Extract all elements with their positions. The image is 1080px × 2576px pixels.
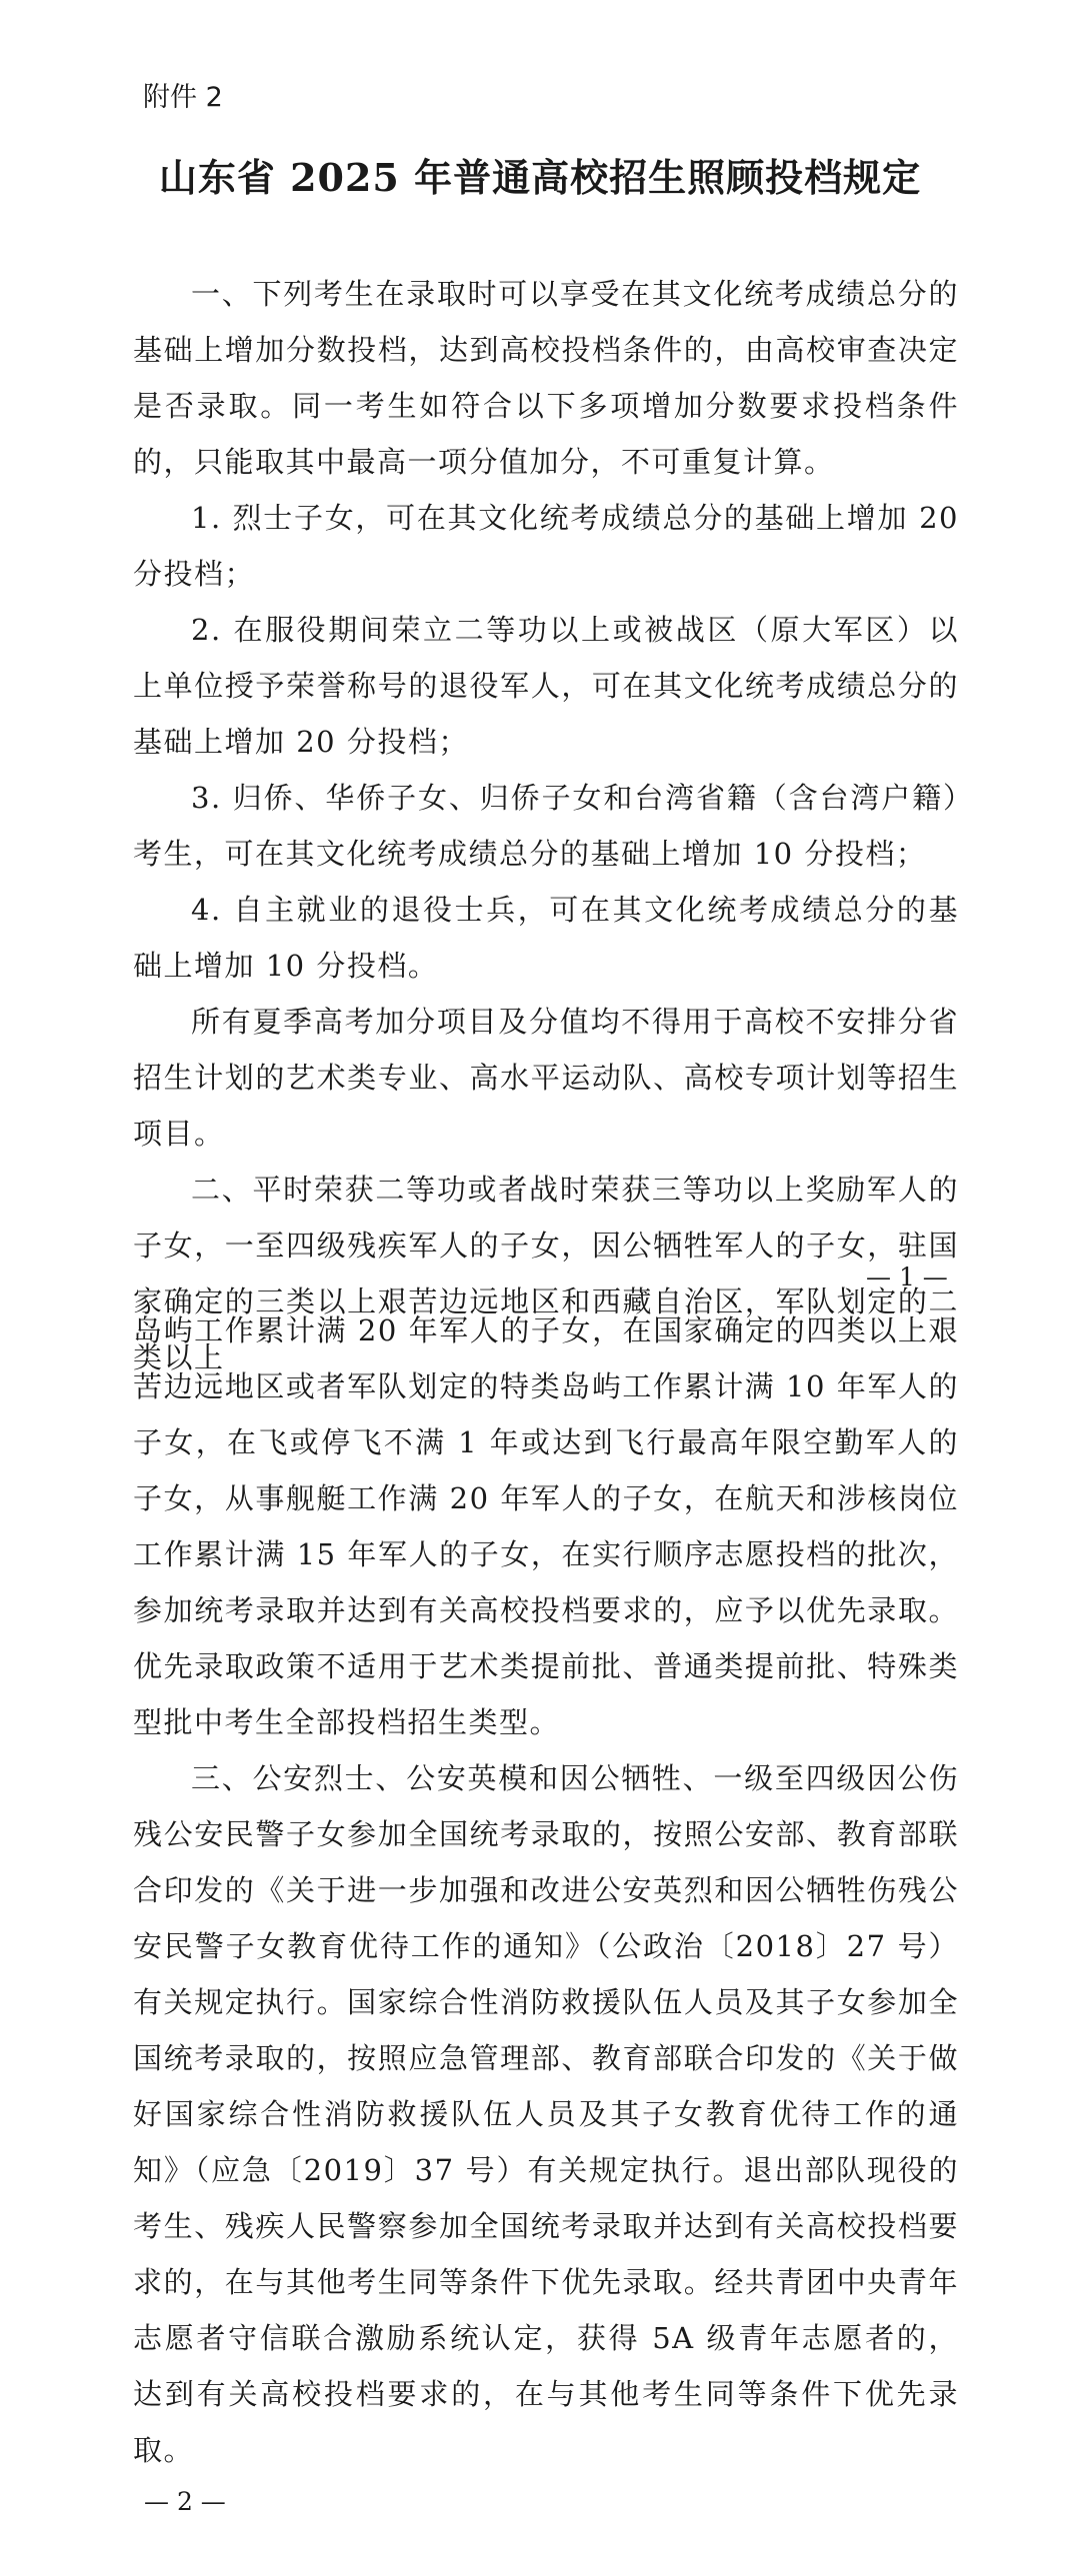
paragraph-section-1-intro: 一、下列考生在录取时可以享受在其文化统考成绩总分的基础上增加分数投档，达到高校投档条件的，由高校审查决定是否录取。同一考生如符合以下多项增加分数要求投档条件的，只能取其中最高一项分值加分，不可重复计算。: [133, 277, 959, 479]
paragraph-section-2-start: 二、平时荣获二等功或者战时荣获三等功以上奖励军人的子女，一至四级残疾军人的子女，因公牺牲军人的子女，驻国家确定的三类以上艰苦边远地区和西藏自治区，军队划定的二类以上: [133, 1173, 959, 1374]
paragraph-item-2: 2. 在服役期间荣立二等功以上或被战区（原大军区）以上单位授予荣誉称号的退役军人，可在其文化统考成绩总分的基础上增加 20 分投档；: [133, 613, 959, 759]
page-number-2: — 2 —: [144, 2487, 226, 2516]
page-2-body: [133, 1302, 959, 2478]
paragraph-note: 所有夏季高考加分项目及分值均不得用于高校不安排分省招生计划的艺术类专业、高水平运动队、高校专项计划等招生项目。: [133, 1005, 959, 1151]
document-title: 山东省 2025 年普通高校招生照顾投档规定: [158, 155, 922, 200]
page-1-body: [133, 266, 959, 1385]
paragraph-item-1: 1. 烈士子女，可在其文化统考成绩总分的基础上增加 20 分投档；: [133, 501, 959, 591]
page-number-1: — 1 —: [866, 1263, 948, 1291]
attachment-label: 附件 2: [143, 82, 223, 113]
paragraph-section-2-continued: 岛屿工作累计满 20 年军人的子女，在国家确定的四类以上艰苦边远地区或者军队划定的特类岛屿工作累计满 10 年军人的子女，在飞或停飞不满 1 年或达到飞行最高年限空勤军人的子女，从事舰艇工作满 20 年军人的子女，在航天和涉核岗位工作累计满 15 年军人的子女，在实行顺序志愿投档的批次，参加统考录取并达到有关高校投档要求的，应予以优先录取。优先录取政策不适用于艺术类提前批、普通类提前批、特殊类型批中考生全部投档招生类型。: [133, 1313, 959, 1739]
paragraph-item-4: 4. 自主就业的退役士兵，可在其文化统考成绩总分的基础上增加 10 分投档。: [133, 893, 959, 983]
paragraph-item-3: 3. 归侨、华侨子女、归侨子女和台湾省籍（含台湾户籍）考生，可在其文化统考成绩总分的基础上增加 10 分投档；: [133, 781, 959, 871]
paragraph-section-3: 三、公安烈士、公安英模和因公牺牲、一级至四级因公伤残公安民警子女参加全国统考录取的，按照公安部、教育部联合印发的《关于进一步加强和改进公安英烈和因公牺牲伤残公安民警子女教育优待工作的通知》（公政治〔2018〕27 号）有关规定执行。国家综合性消防救援队伍人员及其子女参加全国统考录取的，按照应急管理部、教育部联合印发的《关于做好国家综合性消防救援队伍人员及其子女教育优待工作的通知》（应急〔2019〕37 号）有关规定执行。退出部队现役的考生、残疾人民警察参加全国统考录取并达到有关高校投档要求的，在与其他考生同等条件下优先录取。经共青团中央青年志愿者守信联合激励系统认定，获得 5A 级青年志愿者的，达到有关高校投档要求的，在与其他考生同等条件下优先录取。: [133, 1761, 959, 2467]
